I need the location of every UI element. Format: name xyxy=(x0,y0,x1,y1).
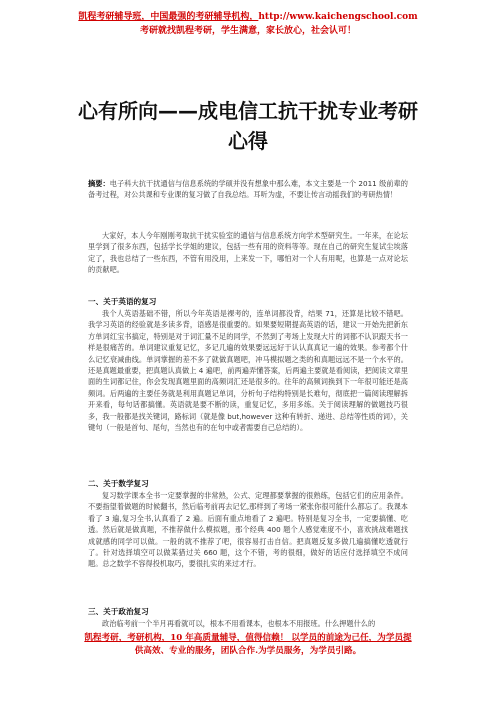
abstract-label: 摘要： xyxy=(88,179,110,188)
header-banner-line1 xyxy=(60,10,436,24)
footer-banner-line1: 凯程考研，考研机构，10 年高质量辅导，值得信赖！ 以学员的前途为己任，为学员提 xyxy=(84,633,412,643)
section-heading-english: 一、关于英语的复习 xyxy=(88,297,157,306)
section-heading-math: 二、关于数学复习 xyxy=(88,479,149,488)
section-heading-politics: 三、关于政治复习 xyxy=(88,607,149,616)
section-body-politics: 政治临考前一个半月再看就可以，根本不用看课本，也根本不用报班。什么押题什么的 xyxy=(102,619,376,628)
section-body-english: 我个人英语基础不错，所以今年英语是裸考的，连单词都没背，结果 71，还算是比较不错吧。我学习英语的经验就是多读多背，语感是很重要的。如果要短期提高英语的话，建议一开始先把新东方单词红宝书搞定，特别是对于词汇量不足的同学，不然到了考场上发现大片的词都不认识跟天书一样是很痛苦的。单词建议重复记忆，多记几遍的效果要远远好于认认真真记一遍的效果。参考都个什么记忆衰减曲线。单词掌握的差不多了就做真题吧，冲马模拟题之类的和真题远远不是一个水平的。还是真题最重要，把真题认真做上 4 遍吧，前两遍弄懂答案，后两遍主要就是看阅读，把阅读文章里面的生词都记住，你会发现真题里面的高频词汇还是很多的。往年的高频词换到下一年很可能还是高频词。后两遍的主要任务就是利用真题记单词，分析句子结构特别是长难句，彻底把一篇阅读理解拆开来看，每句话都搞懂。英语就是要不断的读，重复记忆，多用多练。关于阅读理解的做题技巧很多，我一般都是找关键词，路标词（就是像 but,however 这种有转折、递进、总结等性质的词），关键句（一般是首句、尾句，当然也有的在句中或者需要自己总结的）。 xyxy=(88,309,408,433)
section-body-math: 复习数学课本全书一定要掌握的非常熟，公式、定理都要掌握的很熟练，包括它们的应用条件。不要指望着做题的时候翻书，然后临考前再去记忆,那样到了考场一紧张你很可能什么都忘了。我课本看了 3 遍,复习全书,认真看了 2 遍。后面有重点地看了 2 遍吧。特别是复习全书，一定要搞懂、吃透。然后就是做真题，不推荐做什么模拟题，那个经典 400 题个人感觉难度不小，喜欢挑战难题找成就感的同学可以做。一般的就不推荐了吧，很容易打击自信。把真题反复多做几遍搞懂吃透就行了。针对选择填空可以做某猎过关 660 题，这个不错，考的很细，做好的话应付选择填空不成问题。总之数学不容得投机取巧，要很扎实的来过才行。 xyxy=(88,491,408,569)
footer-banner-line2: 供高效、专业的服务，团队合作.为学员服务，为学员引路。 xyxy=(134,646,362,656)
header-banner-url[interactable]: http://www.kaichengschool.com xyxy=(258,12,418,22)
abstract-text: 电子科大抗干扰通信与信息系统的学硕并没有想象中那么难，本文主要是一个 2011 级前辈的备考过程，对公共课和专业课的复习做了自我总结。耳听为虚，不要让传言动摇我们的考研热情！ xyxy=(88,179,408,200)
header-banner-line2: 考研就找凯程考研，学生满意，家长放心，社会认可！ xyxy=(139,26,356,36)
abstract xyxy=(88,178,408,201)
intro-paragraph: 大家好，本人今年刚刚考取抗干扰实验室的通信与信息系统方向学术型研究生。一年来，在论坛里学到了很多东西，包括学长学姐的建议，包括一些有用的资料等等。现在自己的研究生复试尘埃落定了，我也总结了一些东西，不管有用没用，上来发一下，哪怕对一个人有用呢，也算是一点对论坛的贡献吧。 xyxy=(88,231,408,275)
page-title: 心有所向——成电信工抗干扰专业考研心得 xyxy=(78,99,418,153)
header-banner xyxy=(60,10,436,38)
header-banner-prefix: 凯程考研辅导班，中国最强的考研辅导机构， xyxy=(78,12,259,22)
footer-banner xyxy=(70,632,426,658)
